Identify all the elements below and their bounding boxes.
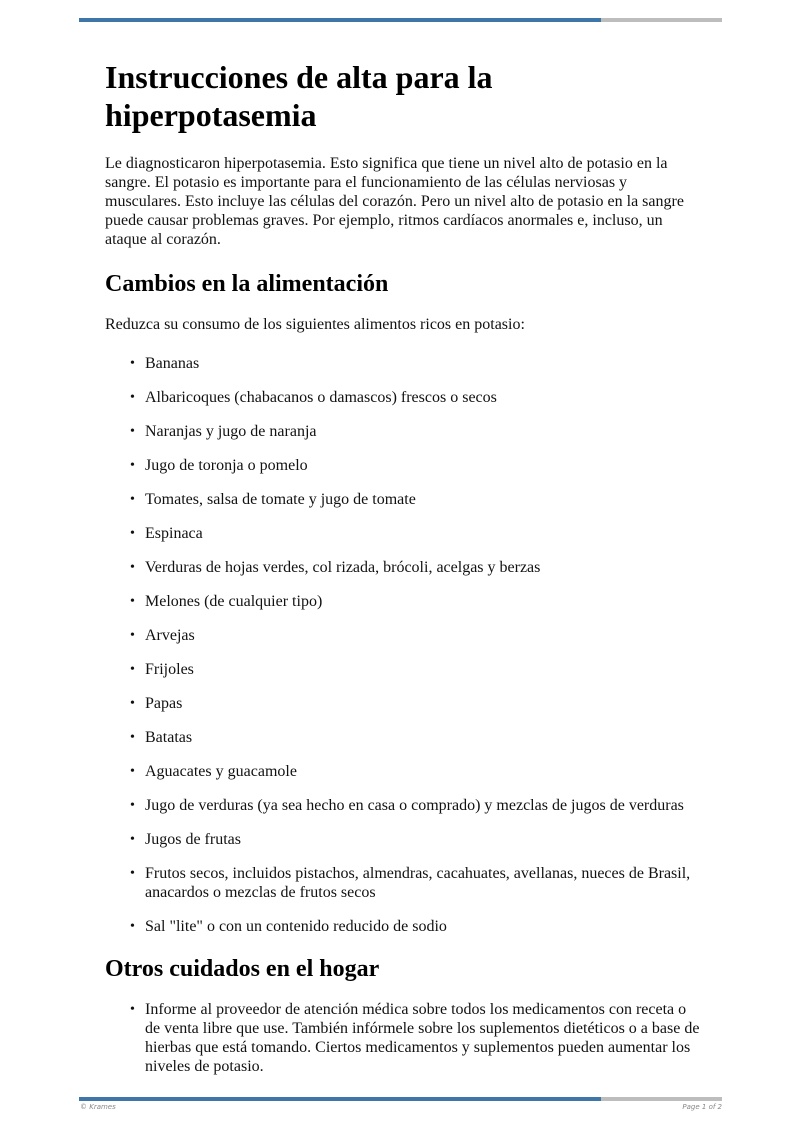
bullet-icon: •: [130, 492, 135, 507]
list-item: • Jugos de frutas: [130, 831, 241, 848]
list-item: • Aguacates y guacamole: [130, 763, 297, 780]
footer-copyright: © Krames: [80, 1103, 116, 1111]
list-item: • Verduras de hojas verdes, col rizada, brócoli, acelgas y berzas: [130, 559, 541, 576]
footer-rule: [79, 1097, 722, 1101]
list-item: • Frutos secos, incluidos pistachos, almendras, cacahuates, avellanas, nueces de Brasil, anacardos o mezclas de frutos secos: [130, 865, 691, 901]
list-item: • Naranjas y jugo de naranja: [130, 423, 317, 440]
bullet-icon: •: [130, 424, 135, 439]
list-item: • Papas: [130, 695, 183, 712]
bullet-icon: •: [130, 866, 135, 881]
list-item: • Albaricoques (chabacanos o damascos) frescos o secos: [130, 389, 497, 406]
bullet-icon: •: [130, 458, 135, 473]
home-care-list: [105, 1000, 705, 1076]
list-item: • Espinaca: [130, 525, 203, 542]
bullet-icon: •: [130, 798, 135, 813]
header-rule-accent: [79, 18, 601, 22]
footer-page-number: Page 1 of 2: [682, 1103, 722, 1111]
intro-paragraph: Le diagnosticaron hiperpotasemia. Esto significa que tiene un nivel alto de potasio en la sangre. El potasio es importante para el funcionamiento de las células nerviosas y musculares. Esto incluye las células del corazón. Pero un nivel alto de potasio en la sangre puede causar problemas graves. Por ejemplo, ritmos cardíacos anormales e, incluso, un ataque al corazón.: [105, 155, 684, 248]
bullet-icon: •: [130, 764, 135, 779]
document-body: [105, 58, 705, 1094]
bullet-icon: •: [130, 356, 135, 371]
section-diet-changes: [105, 269, 705, 936]
header-rule: [79, 18, 722, 22]
bullet-icon: •: [130, 832, 135, 847]
section-heading: Otros cuidados en el hogar: [105, 956, 380, 982]
food-list: [105, 354, 705, 936]
bullet-icon: •: [130, 1002, 135, 1017]
bullet-icon: •: [130, 628, 135, 643]
list-item: • Melones (de cualquier tipo): [130, 593, 323, 610]
list-item: • Batatas: [130, 729, 193, 746]
bullet-icon: •: [130, 919, 135, 934]
list-item: • Frijoles: [130, 661, 194, 678]
bullet-icon: •: [130, 526, 135, 541]
section-lead: Reduzca su consumo de los siguientes alimentos ricos en potasio:: [105, 316, 525, 333]
section-heading: Cambios en la alimentación: [105, 271, 389, 297]
list-item: • Jugo de verduras (ya sea hecho en casa o comprado) y mezclas de jugos de verduras: [130, 797, 684, 814]
footer-rule-accent: [79, 1097, 601, 1101]
list-item: • Arvejas: [130, 627, 195, 644]
bullet-icon: •: [130, 594, 135, 609]
list-item: • Jugo de toronja o pomelo: [130, 457, 308, 474]
footer-rule-gray: [601, 1097, 722, 1101]
section-home-care: [105, 954, 705, 1076]
bullet-icon: •: [130, 730, 135, 745]
list-item: • Informe al proveedor de atención médica sobre todos los medicamentos con receta o de venta libre que use. También infórmele sobre los suplementos dietéticos o a base de hierbas que está tomando. Ciertos medicamentos y suplementos pueden aumentar los niveles de potasio.: [130, 1001, 700, 1075]
header-rule-gray: [601, 18, 722, 22]
list-item: • Tomates, salsa de tomate y jugo de tomate: [130, 491, 416, 508]
bullet-icon: •: [130, 662, 135, 677]
bullet-icon: •: [130, 390, 135, 405]
bullet-icon: •: [130, 560, 135, 575]
list-item: • Bananas: [130, 355, 200, 372]
list-item: • Sal "lite" o con un contenido reducido de sodio: [130, 918, 447, 935]
bullet-icon: •: [130, 696, 135, 711]
page-title: Instrucciones de alta para la hiperpotasemia: [105, 59, 493, 133]
